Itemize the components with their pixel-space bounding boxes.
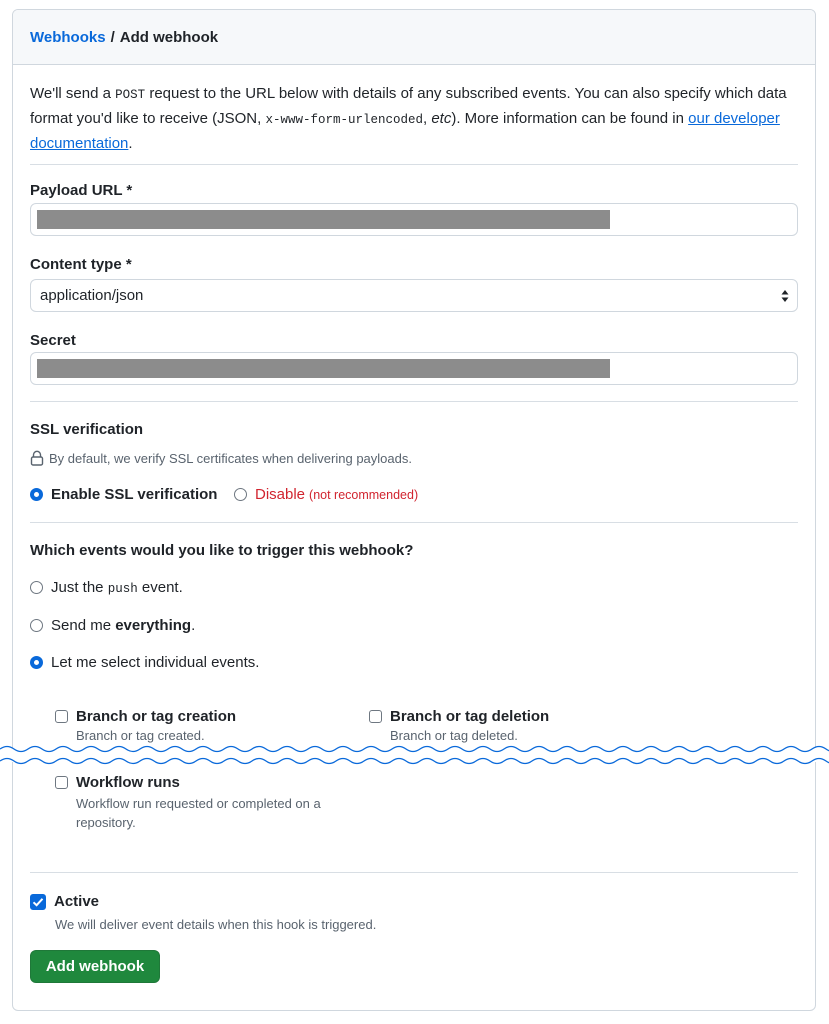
redacted-value [37, 210, 610, 229]
ssl-disable-radio[interactable] [234, 488, 247, 501]
event-item-workflow-runs[interactable]: Workflow runs Workflow run requested or completed on a repository. [55, 774, 346, 832]
lock-icon [30, 450, 44, 466]
branch-deletion-checkbox[interactable] [369, 710, 382, 723]
event-option-select[interactable]: Let me select individual events. [30, 654, 259, 671]
branch-creation-checkbox[interactable] [55, 710, 68, 723]
developer-docs-link[interactable]: our developer documentation [30, 110, 780, 152]
ssl-label: SSL verification [30, 421, 144, 438]
webhook-form-card [12, 9, 816, 1011]
check-icon [30, 894, 46, 910]
workflow-runs-checkbox[interactable] [55, 776, 68, 789]
event-option-everything[interactable]: Send me everything. [30, 617, 195, 634]
intro-text: We'll send a POST request to the URL below with details of any subscribed events. You can also specify which data format you'd like to receive (JSON, x-www-form-urlencoded, etc). More information can be found in our developer documentation. [30, 85, 787, 152]
content-type-label: Content type * [30, 256, 132, 273]
ssl-enable-radio[interactable] [30, 488, 43, 501]
event-item-branch-creation[interactable]: Branch or tag creation Branch or tag created. [55, 708, 236, 743]
content-type-value: application/json [40, 287, 144, 304]
payload-url-label: Payload URL * [30, 182, 133, 199]
active-note: We will deliver event details when this hook is triggered. [55, 917, 377, 932]
payload-url-input[interactable] [30, 203, 798, 236]
secret-label: Secret [30, 332, 76, 349]
event-everything-radio[interactable] [30, 619, 43, 632]
active-option[interactable]: Active [30, 893, 99, 910]
breadcrumb-webhooks-link[interactable]: Webhooks [30, 28, 106, 46]
ssl-note: By default, we verify SSL certificates when delivering payloads. [30, 450, 412, 466]
event-item-branch-deletion[interactable]: Branch or tag deletion Branch or tag deleted. [369, 708, 549, 743]
secret-input[interactable] [30, 352, 798, 385]
truncation-wave [0, 740, 829, 770]
card-header [13, 10, 815, 65]
page-title: Add webhook [119, 28, 219, 46]
divider [30, 522, 798, 523]
ssl-enable-option[interactable]: Enable SSL verification [30, 486, 217, 503]
events-question: Which events would you like to trigger this webhook? [30, 542, 414, 559]
select-arrows-icon [781, 289, 789, 303]
urlencoded-code: x-www-form-urlencoded [265, 113, 423, 127]
add-webhook-button[interactable]: Add webhook [30, 950, 160, 983]
content-type-select[interactable] [30, 279, 798, 312]
breadcrumb-separator: / [110, 28, 115, 46]
active-checkbox[interactable] [30, 894, 46, 910]
divider [30, 401, 798, 402]
event-push-radio[interactable] [30, 581, 43, 594]
divider [30, 164, 798, 165]
divider [30, 872, 798, 873]
ssl-disable-option[interactable]: Disable (not recommended) [234, 486, 418, 503]
post-code: POST [115, 88, 146, 102]
event-option-push[interactable]: Just the push event. [30, 579, 183, 596]
redacted-value [37, 359, 610, 378]
event-select-radio[interactable] [30, 656, 43, 669]
